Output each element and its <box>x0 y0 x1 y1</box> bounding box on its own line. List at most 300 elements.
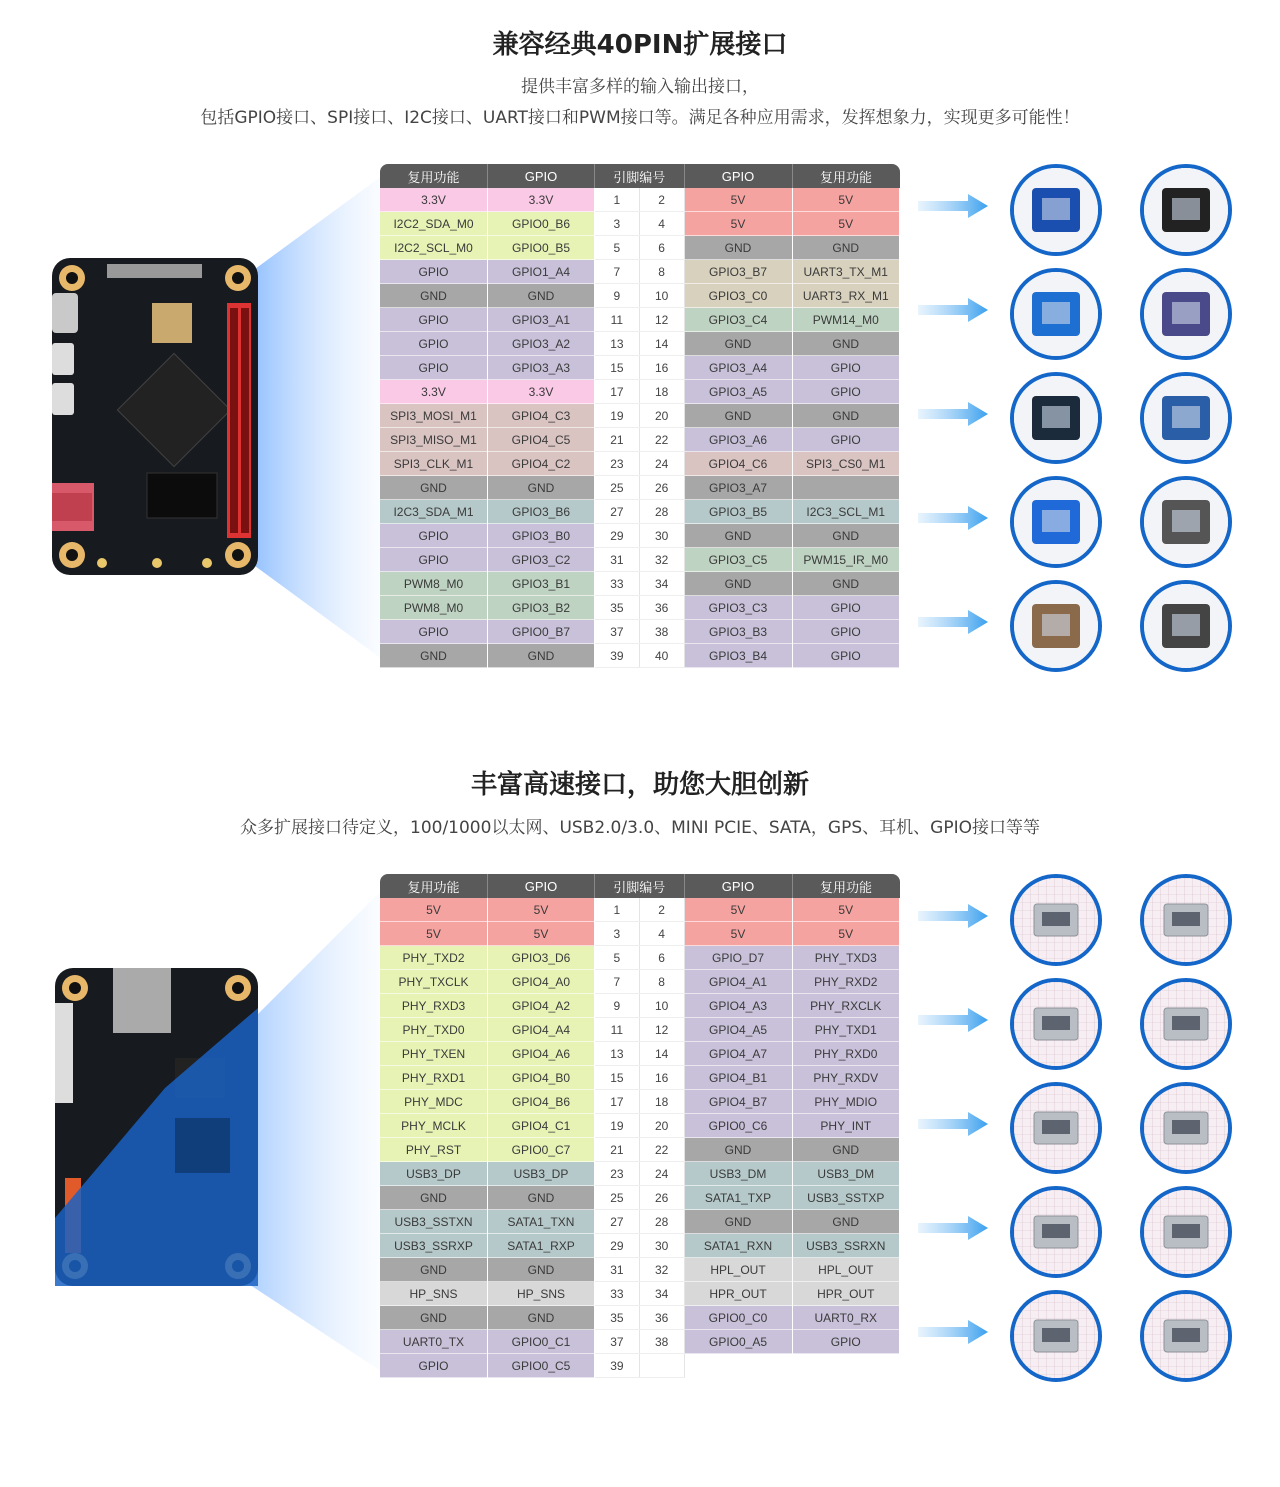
left-function-cell: PHY_TXD0 <box>380 1018 488 1042</box>
left-gpio-cell: GND <box>488 1186 595 1210</box>
left-function-cell: GND <box>380 284 488 308</box>
left-function-cell: USB3_SSTXN <box>380 1210 488 1234</box>
pin-number-odd: 29 <box>595 524 640 548</box>
blue-arrow-icon <box>918 400 988 428</box>
right-function-cell: GND <box>792 1210 900 1234</box>
right-function-cell: 5V <box>792 212 900 236</box>
right-gpio-cell: HPL_OUT <box>684 1258 792 1282</box>
pin-row <box>380 236 900 260</box>
pin-number-odd: 33 <box>595 572 640 596</box>
pin-number-odd: 13 <box>595 332 640 356</box>
pin-number-even <box>639 1354 684 1378</box>
pin-number-odd: 35 <box>595 1306 640 1330</box>
pinout-table-40pin <box>380 164 900 668</box>
pin-number-odd: 33 <box>595 1282 640 1306</box>
left-gpio-cell: GPIO1_A4 <box>488 260 595 284</box>
pin-row <box>380 898 900 922</box>
right-gpio-cell: USB3_DM <box>684 1162 792 1186</box>
pin-number-odd: 9 <box>595 994 640 1018</box>
right-function-cell: PHY_TXD3 <box>792 946 900 970</box>
right-gpio-cell: GPIO0_C6 <box>684 1114 792 1138</box>
left-gpio-cell: HP_SNS <box>488 1282 595 1306</box>
right-function-cell: PHY_RXD0 <box>792 1042 900 1066</box>
right-gpio-cell: 5V <box>684 898 792 922</box>
left-gpio-cell: GPIO3_A3 <box>488 356 595 380</box>
pin-number-odd: 1 <box>595 188 640 212</box>
left-function-cell: I2C2_SCL_M0 <box>380 236 488 260</box>
pin-row <box>380 500 900 524</box>
left-gpio-cell: GPIO3_D6 <box>488 946 595 970</box>
right-function-cell: GPIO <box>792 596 900 620</box>
right-gpio-cell: 5V <box>684 922 792 946</box>
pin-row <box>380 994 900 1018</box>
pin-number-even: 32 <box>639 548 684 572</box>
left-gpio-cell: GND <box>488 284 595 308</box>
left-function-cell: SPI3_MISO_M1 <box>380 428 488 452</box>
right-gpio-cell: GPIO4_A1 <box>684 970 792 994</box>
left-function-cell: 3.3V <box>380 188 488 212</box>
right-function-cell: GND <box>792 572 900 596</box>
pin-number-odd: 31 <box>595 1258 640 1282</box>
pin-number-odd: 17 <box>595 1090 640 1114</box>
right-function-cell: 5V <box>792 922 900 946</box>
left-function-cell: GND <box>380 1306 488 1330</box>
left-function-cell: HP_SNS <box>380 1282 488 1306</box>
pin-row <box>380 260 900 284</box>
left-gpio-cell: GPIO4_C5 <box>488 428 595 452</box>
pin-row <box>380 970 900 994</box>
pin-row <box>380 572 900 596</box>
pin-number-even: 16 <box>639 356 684 380</box>
right-gpio-cell: GND <box>684 404 792 428</box>
left-gpio-cell: GND <box>488 476 595 500</box>
right-gpio-cell: HPR_OUT <box>684 1282 792 1306</box>
peripheral-module-icon <box>1140 476 1232 568</box>
left-function-cell: PHY_RXD1 <box>380 1066 488 1090</box>
left-gpio-cell: GPIO4_B0 <box>488 1066 595 1090</box>
right-gpio-cell: GPIO3_A6 <box>684 428 792 452</box>
left-function-cell: PHY_RST <box>380 1138 488 1162</box>
left-function-cell: PHY_MDC <box>380 1090 488 1114</box>
left-function-cell: GPIO <box>380 524 488 548</box>
pin-row <box>380 188 900 212</box>
right-gpio-cell: GPIO3_C5 <box>684 548 792 572</box>
section1-subtitle-line1: 提供丰富多样的输入输出接口， <box>521 77 759 97</box>
right-function-cell: SPI3_CS0_M1 <box>792 452 900 476</box>
left-function-cell: GPIO <box>380 332 488 356</box>
left-gpio-cell: 5V <box>488 898 595 922</box>
pin-number-odd: 39 <box>595 1354 640 1378</box>
pin-row <box>380 1234 900 1258</box>
right-gpio-cell: GPIO3_C3 <box>684 596 792 620</box>
left-gpio-cell: SATA1_TXN <box>488 1210 595 1234</box>
pin-number-even: 32 <box>639 1258 684 1282</box>
right-gpio-cell: GND <box>684 1138 792 1162</box>
pin-number-even: 18 <box>639 1090 684 1114</box>
left-gpio-cell: SATA1_RXP <box>488 1234 595 1258</box>
pin-number-even: 12 <box>639 308 684 332</box>
pin-row <box>380 946 900 970</box>
blue-arrow-icon <box>918 296 988 324</box>
pin-row <box>380 1066 900 1090</box>
pin-row <box>380 524 900 548</box>
right-gpio-cell: GPIO4_C6 <box>684 452 792 476</box>
pin-row <box>380 1186 900 1210</box>
pin-number-odd: 19 <box>595 404 640 428</box>
right-function-cell: I2C3_SCL_M1 <box>792 500 900 524</box>
right-function-cell: GPIO <box>792 380 900 404</box>
left-gpio-cell: 5V <box>488 922 595 946</box>
left-function-cell: PHY_TXCLK <box>380 970 488 994</box>
pin-number-even: 34 <box>639 572 684 596</box>
right-gpio-cell: GPIO3_A5 <box>684 380 792 404</box>
right-function-cell: PWM15_IR_M0 <box>792 548 900 572</box>
connector-icon <box>1140 874 1232 966</box>
pin-number-even: 40 <box>639 644 684 668</box>
right-gpio-cell: GPIO_D7 <box>684 946 792 970</box>
right-function-cell: GPIO <box>792 644 900 668</box>
right-gpio-cell: GPIO3_B3 <box>684 620 792 644</box>
right-gpio-cell: SATA1_RXN <box>684 1234 792 1258</box>
pin-number-odd: 27 <box>595 500 640 524</box>
peripheral-module-icon <box>1010 164 1102 256</box>
pin-number-even: 20 <box>639 1114 684 1138</box>
right-function-cell: GND <box>792 1138 900 1162</box>
right-gpio-cell: GPIO3_B7 <box>684 260 792 284</box>
dev-board-bottom-view <box>55 968 258 1286</box>
right-gpio-cell: GPIO3_B4 <box>684 644 792 668</box>
pin-row <box>380 380 900 404</box>
left-function-cell: SPI3_CLK_M1 <box>380 452 488 476</box>
left-function-cell: GPIO <box>380 1354 488 1378</box>
left-gpio-cell: GPIO0_C1 <box>488 1330 595 1354</box>
header-left-function: 复用功能 <box>380 874 488 898</box>
blue-arrow-icon <box>918 608 988 636</box>
header-left-gpio: GPIO <box>488 164 595 188</box>
left-function-cell: PHY_TXD2 <box>380 946 488 970</box>
left-gpio-cell: GPIO4_A2 <box>488 994 595 1018</box>
right-gpio-cell: GPIO4_A5 <box>684 1018 792 1042</box>
pin-row <box>380 922 900 946</box>
pin-row <box>380 1042 900 1066</box>
pin-row <box>380 1114 900 1138</box>
pin-number-odd: 23 <box>595 1162 640 1186</box>
pin-number-even: 36 <box>639 1306 684 1330</box>
peripheral-module-icon <box>1010 268 1102 360</box>
blue-arrow-icon <box>918 504 988 532</box>
left-function-cell: SPI3_MOSI_M1 <box>380 404 488 428</box>
pin-number-odd: 5 <box>595 946 640 970</box>
left-function-cell: GPIO <box>380 620 488 644</box>
right-function-cell: GPIO <box>792 356 900 380</box>
pin-number-odd: 5 <box>595 236 640 260</box>
right-function-cell: 5V <box>792 188 900 212</box>
right-gpio-cell: GND <box>684 572 792 596</box>
header-pin-number: 引脚编号 <box>595 874 685 898</box>
peripheral-module-icon <box>1140 372 1232 464</box>
pin-row <box>380 1354 900 1378</box>
pin-number-even: 30 <box>639 1234 684 1258</box>
left-function-cell: GPIO <box>380 548 488 572</box>
connector-icon <box>1010 1290 1102 1382</box>
pin-number-odd: 21 <box>595 428 640 452</box>
peripheral-module-icon <box>1010 580 1102 672</box>
right-function-cell: 5V <box>792 898 900 922</box>
pin-row <box>380 1330 900 1354</box>
pin-row <box>380 644 900 668</box>
right-gpio-cell: GND <box>684 1210 792 1234</box>
pin-number-even: 26 <box>639 476 684 500</box>
pin-number-odd: 11 <box>595 1018 640 1042</box>
pin-number-even: 14 <box>639 332 684 356</box>
left-gpio-cell: GPIO3_A1 <box>488 308 595 332</box>
pin-row <box>380 1306 900 1330</box>
pin-row <box>380 308 900 332</box>
left-function-cell: GND <box>380 644 488 668</box>
right-function-cell: PHY_INT <box>792 1114 900 1138</box>
left-function-cell: PHY_MCLK <box>380 1114 488 1138</box>
blue-arrow-icon <box>918 1006 988 1034</box>
right-function-cell: UART3_RX_M1 <box>792 284 900 308</box>
pin-number-odd: 25 <box>595 1186 640 1210</box>
pin-row <box>380 1162 900 1186</box>
right-function-cell: PHY_TXD1 <box>792 1018 900 1042</box>
right-function-cell: UART3_TX_M1 <box>792 260 900 284</box>
left-function-cell: I2C3_SDA_M1 <box>380 500 488 524</box>
left-function-cell: UART0_TX <box>380 1330 488 1354</box>
pin-number-even: 6 <box>639 946 684 970</box>
left-gpio-cell: GPIO3_B0 <box>488 524 595 548</box>
pin-row <box>380 284 900 308</box>
right-function-cell: HPL_OUT <box>792 1258 900 1282</box>
left-gpio-cell: GPIO4_C3 <box>488 404 595 428</box>
pin-number-even: 26 <box>639 1186 684 1210</box>
blue-arrow-icon <box>918 902 988 930</box>
left-gpio-cell: GPIO4_C2 <box>488 452 595 476</box>
right-function-cell: USB3_DM <box>792 1162 900 1186</box>
pin-number-even: 2 <box>639 898 684 922</box>
pin-number-odd: 35 <box>595 596 640 620</box>
section2-title: 丰富高速接口，助您大胆创新 <box>470 770 809 800</box>
connector-icon <box>1010 1082 1102 1174</box>
pin-number-even: 28 <box>639 500 684 524</box>
left-function-cell: GND <box>380 476 488 500</box>
right-gpio-cell <box>684 1354 792 1378</box>
pin-number-even: 36 <box>639 596 684 620</box>
right-function-cell: GND <box>792 524 900 548</box>
header-left-function: 复用功能 <box>380 164 488 188</box>
pin-number-odd: 23 <box>595 452 640 476</box>
pin-row <box>380 404 900 428</box>
pin-number-even: 20 <box>639 404 684 428</box>
pin-number-even: 22 <box>639 1138 684 1162</box>
pin-number-odd: 17 <box>595 380 640 404</box>
pin-number-odd: 7 <box>595 970 640 994</box>
right-gpio-cell: GPIO3_C0 <box>684 284 792 308</box>
connector-icon <box>1010 874 1102 966</box>
pin-number-even: 2 <box>639 188 684 212</box>
right-function-cell: GPIO <box>792 1330 900 1354</box>
pin-number-odd: 31 <box>595 548 640 572</box>
right-gpio-cell: GPIO4_B1 <box>684 1066 792 1090</box>
pin-row <box>380 1090 900 1114</box>
pin-number-odd: 39 <box>595 644 640 668</box>
peripheral-module-icon <box>1140 164 1232 256</box>
left-function-cell: PWM8_M0 <box>380 596 488 620</box>
right-gpio-cell: GPIO3_C4 <box>684 308 792 332</box>
left-gpio-cell: GND <box>488 1258 595 1282</box>
connector-icon <box>1010 1186 1102 1278</box>
pin-number-even: 8 <box>639 970 684 994</box>
left-function-cell: GND <box>380 1186 488 1210</box>
pin-row <box>380 1210 900 1234</box>
left-function-cell: GPIO <box>380 308 488 332</box>
pin-row <box>380 476 900 500</box>
right-gpio-cell: GND <box>684 236 792 260</box>
pin-number-even: 10 <box>639 284 684 308</box>
left-function-cell: PHY_RXD3 <box>380 994 488 1018</box>
pin-row <box>380 452 900 476</box>
pin-row <box>380 1138 900 1162</box>
pin-number-even: 16 <box>639 1066 684 1090</box>
right-function-cell: PHY_RXCLK <box>792 994 900 1018</box>
left-function-cell: GPIO <box>380 356 488 380</box>
right-gpio-cell: GND <box>684 524 792 548</box>
left-gpio-cell: GPIO4_B6 <box>488 1090 595 1114</box>
pin-number-even: 6 <box>639 236 684 260</box>
pin-row <box>380 212 900 236</box>
left-function-cell: PWM8_M0 <box>380 572 488 596</box>
pin-number-odd: 27 <box>595 1210 640 1234</box>
pin-number-even: 28 <box>639 1210 684 1234</box>
pin-number-odd: 7 <box>595 260 640 284</box>
pin-number-even: 4 <box>639 212 684 236</box>
peripheral-module-icon <box>1010 372 1102 464</box>
right-function-cell: PWM14_M0 <box>792 308 900 332</box>
left-gpio-cell: GPIO4_A6 <box>488 1042 595 1066</box>
left-gpio-cell: USB3_DP <box>488 1162 595 1186</box>
right-function-cell: HPR_OUT <box>792 1282 900 1306</box>
left-gpio-cell: GPIO4_C1 <box>488 1114 595 1138</box>
left-function-cell: GND <box>380 1258 488 1282</box>
peripheral-module-icon <box>1010 476 1102 568</box>
pin-number-odd: 9 <box>595 284 640 308</box>
blue-arrow-icon <box>918 1318 988 1346</box>
left-gpio-cell: GPIO3_B1 <box>488 572 595 596</box>
right-gpio-cell: 5V <box>684 212 792 236</box>
right-function-cell: GPIO <box>792 428 900 452</box>
pin-number-odd: 3 <box>595 212 640 236</box>
connector-icon <box>1010 978 1102 1070</box>
pin-number-odd: 21 <box>595 1138 640 1162</box>
section1-subtitle-line2: 包括GPIO接口、SPI接口、I2C接口、UART接口和PWM接口等。满足各种应用需求，发挥想象力，实现更多可能性！ <box>200 108 1080 128</box>
left-gpio-cell: GPIO4_A4 <box>488 1018 595 1042</box>
left-gpio-cell: GPIO0_C5 <box>488 1354 595 1378</box>
header-left-gpio: GPIO <box>488 874 595 898</box>
left-gpio-cell: GPIO4_A0 <box>488 970 595 994</box>
pin-number-odd: 13 <box>595 1042 640 1066</box>
pin-number-odd: 1 <box>595 898 640 922</box>
pin-row <box>380 620 900 644</box>
right-gpio-cell: GPIO4_A3 <box>684 994 792 1018</box>
header-right-function: 复用功能 <box>792 164 900 188</box>
pin-number-odd: 37 <box>595 620 640 644</box>
right-function-cell: GND <box>792 404 900 428</box>
left-gpio-cell: GPIO3_A2 <box>488 332 595 356</box>
pin-number-even: 22 <box>639 428 684 452</box>
left-gpio-cell: GND <box>488 644 595 668</box>
right-gpio-cell: GPIO0_A5 <box>684 1330 792 1354</box>
right-function-cell: USB3_SSTXP <box>792 1186 900 1210</box>
left-function-cell: 5V <box>380 898 488 922</box>
right-function-cell: PHY_MDIO <box>792 1090 900 1114</box>
header-right-function: 复用功能 <box>792 874 900 898</box>
right-gpio-cell: GPIO4_A7 <box>684 1042 792 1066</box>
left-function-cell: 3.3V <box>380 380 488 404</box>
connector-icon <box>1140 1082 1232 1174</box>
pin-row <box>380 332 900 356</box>
pin-row <box>380 596 900 620</box>
pin-number-even: 30 <box>639 524 684 548</box>
dev-board-top-view <box>52 258 258 575</box>
right-gpio-cell: GPIO0_C0 <box>684 1306 792 1330</box>
left-gpio-cell: GPIO0_C7 <box>488 1138 595 1162</box>
pin-number-even: 24 <box>639 1162 684 1186</box>
pin-number-odd: 3 <box>595 922 640 946</box>
pin-number-odd: 25 <box>595 476 640 500</box>
left-gpio-cell: GPIO0_B5 <box>488 236 595 260</box>
pin-row <box>380 356 900 380</box>
peripheral-module-icon <box>1140 268 1232 360</box>
right-gpio-cell: GPIO3_A7 <box>684 476 792 500</box>
left-function-cell: USB3_DP <box>380 1162 488 1186</box>
pin-number-even: 12 <box>639 1018 684 1042</box>
left-gpio-cell: 3.3V <box>488 188 595 212</box>
pinout-table-highspeed <box>380 874 900 1378</box>
pin-row <box>380 1282 900 1306</box>
left-function-cell: I2C2_SDA_M0 <box>380 212 488 236</box>
right-function-cell: GPIO <box>792 620 900 644</box>
pin-row <box>380 1018 900 1042</box>
pin-number-even: 24 <box>639 452 684 476</box>
pin-number-even: 18 <box>639 380 684 404</box>
pin-number-even: 8 <box>639 260 684 284</box>
left-function-cell: GPIO <box>380 260 488 284</box>
left-gpio-cell: GPIO3_B2 <box>488 596 595 620</box>
header-right-gpio: GPIO <box>684 874 792 898</box>
pin-number-even: 14 <box>639 1042 684 1066</box>
pin-number-odd: 29 <box>595 1234 640 1258</box>
pin-number-odd: 37 <box>595 1330 640 1354</box>
right-gpio-cell: 5V <box>684 188 792 212</box>
section1-title: 兼容经典40PIN扩展接口 <box>492 30 788 60</box>
left-gpio-cell: GPIO3_C2 <box>488 548 595 572</box>
section2-subtitle: 众多扩展接口待定义，100/1000以太网、USB2.0/3.0、MINI PCIE、SATA，GPS、耳机、GPIO接口等等 <box>240 818 1040 838</box>
right-function-cell: GND <box>792 332 900 356</box>
header-pin-number: 引脚编号 <box>595 164 685 188</box>
pin-number-odd: 15 <box>595 1066 640 1090</box>
left-gpio-cell: GND <box>488 1306 595 1330</box>
pin-number-even: 34 <box>639 1282 684 1306</box>
blue-arrow-icon <box>918 1214 988 1242</box>
header-right-gpio: GPIO <box>684 164 792 188</box>
left-function-cell: 5V <box>380 922 488 946</box>
left-gpio-cell: 3.3V <box>488 380 595 404</box>
pin-row <box>380 548 900 572</box>
right-function-cell: UART0_RX <box>792 1306 900 1330</box>
right-function-cell <box>792 476 900 500</box>
board-illustration-bottom <box>55 968 258 1286</box>
